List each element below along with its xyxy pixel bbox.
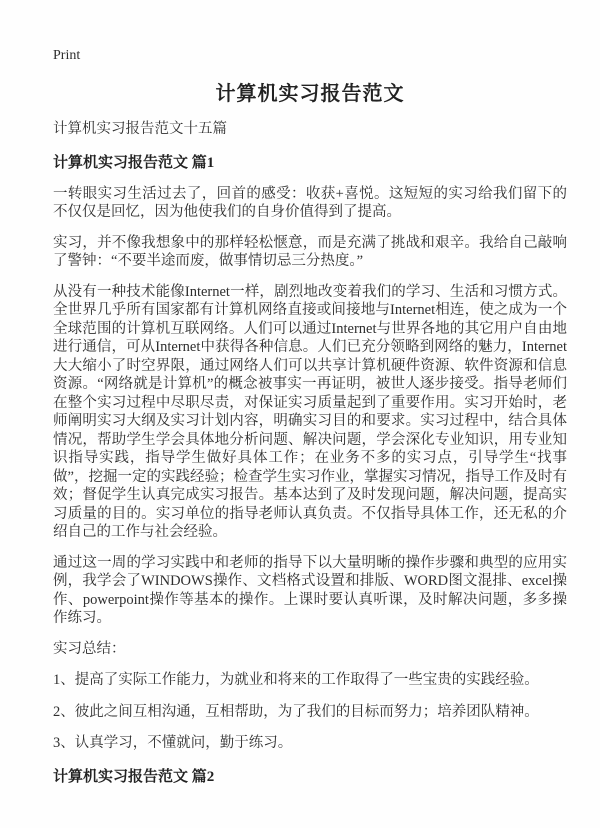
print-button[interactable]: Print	[53, 48, 81, 63]
section-heading-part1: 计算机实习报告范文 篇1	[53, 154, 215, 171]
section-heading-part2: 计算机实习报告范文 篇2	[53, 768, 215, 785]
paragraph: 一转眼实习生活过去了，回首的感受：收获+喜悦。这短短的实习给我们留下的不仅仅是回忆，因为他使我们的自身价值得到了提高。	[53, 185, 567, 220]
paragraph: 通过这一周的学习实践中和老师的指导下以大量明晰的操作步骤和典型的应用实例，我学会了WINDOWS操作、文档格式设置和排版、WORD图文混排、excel操作、powerpoint操作等基本的操作。上课时要认真听课，及时解决问题，多多操作练习。	[53, 554, 567, 626]
summary-item: 1、提高了实际工作能力，为就业和将来的工作取得了一些宝贵的实践经验。	[53, 672, 539, 688]
paragraph: 实习，并不像我想象中的那样轻松惬意，而是充满了挑战和艰辛。我给自己敲响了警钟：“不要半途而废，做事情切忌三分热度。”	[53, 234, 567, 269]
summary-item: 3、认真学习，不懂就问，勤于练习。	[53, 735, 293, 751]
paragraph: 从没有一种技术能像Internet一样，剧烈地改变着我们的学习、生活和习惯方式。全世界几乎所有国家都有计算机网络直接或间接地与Internet相连，使之成为一个全球范围的计算机互联网络。人们可以通过Internet与世界各地的其它用户自由地进行通信，可从Internet中获得各种信息。人们已充分领略到网络的魅力，Internet大大缩小了时空界限，通过网络人们可以共享计算机硬件资源、软件资源和信息资源。“网络就是计算机”的概念被事实一再证明，被世人逐步接受。指导老师们在整个实习过程中尽职尽责，对保证实习质量起到了重要作用。实习开始时，老师阐明实习大纲及实习计划内容，明确实习目的和要求。实习过程中，结合具体情况，帮助学生学会具体地分析问题、解决问题，学会深化专业知识，用专业知识指导实践，指导学生做好具体工作；在业务不多的实习点，引导学生“找事做”，挖掘一定的实践经验；检查学生实习作业，掌握实习情况，指导工作及时有效；督促学生认真完成实习报告。基本达到了及时发现问题，解决问题，提高实习质量的目的。实习单位的指导老师认真负责。不仅指导具体工作，还无私的介绍自己的工作与社会经验。	[53, 283, 567, 540]
doc-subtitle: 计算机实习报告范文十五篇	[53, 121, 227, 137]
summary-item: 2、彼此之间互相沟通，互相帮助，为了我们的目标而努力；培养团队精神。	[53, 703, 539, 720]
summary-label: 实习总结：	[53, 640, 126, 657]
page-title: 计算机实习报告范文	[215, 83, 405, 105]
